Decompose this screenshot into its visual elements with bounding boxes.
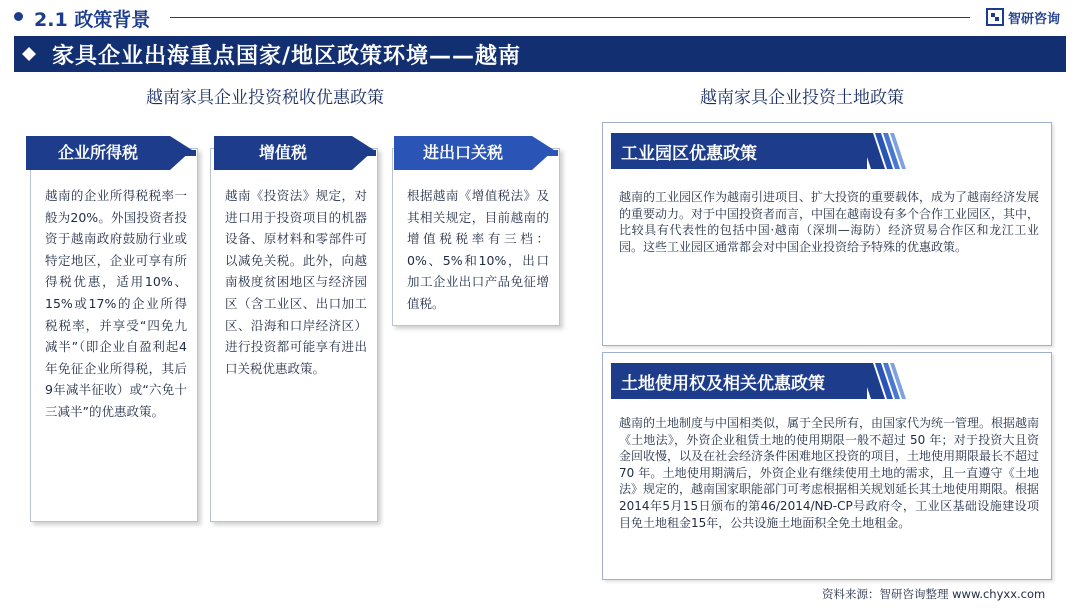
page-title-banner (14, 36, 1066, 72)
brand-logo-icon (986, 8, 1004, 26)
brand-logo (986, 6, 1060, 28)
policy-panel-land-use-rights (602, 352, 1052, 580)
card-tab-customs-duty: 进出口关税 (394, 136, 532, 170)
section-heading: 2.1 政策背景 (34, 9, 151, 31)
source-footnote: 资料来源：智研咨询整理 www.chyxx.com (822, 587, 1046, 601)
card-tab-corporate-income-tax: 企业所得税 (26, 136, 170, 170)
tab-underline (170, 150, 196, 156)
tab-underline (532, 150, 558, 156)
stripe-decoration (859, 133, 911, 169)
page-title: 家具企业出海重点国家/地区政策环境——越南 (52, 44, 522, 69)
stripe-decoration (859, 363, 911, 399)
header-divider (170, 17, 970, 18)
policy-card-vat (210, 148, 378, 522)
policy-panel-industrial-park (602, 122, 1052, 346)
land-policy-section-title: 越南家具企业投资土地政策 (700, 88, 904, 108)
policy-card-customs-duty (392, 148, 560, 326)
top-header (0, 0, 1080, 34)
panel-text: 越南的工业园区作为越南引进项目、扩大投资的重要载体，成为了越南经济发展的重要动力。对于中国投资者而言，中国在越南设有多个合作工业园区，其中，比较具有代表性的包括中国·越南（深圳—海防）经济贸易合作区和龙江工业园。这些工业园区通常都会对中国企业投资给予特殊的优惠政策。 (619, 190, 1040, 254)
panel-title: 工业园区优惠政策 (621, 144, 757, 164)
policy-card-text: 越南的企业所得税税率一般为20%。外国投资者投资于越南政府鼓励行业或特定地区，企业可享有所得税优惠，适用10%、15%或17%的企业所得税税率，并享受“四免九减半”（即企业自盈利起4年免征企业所得税，其后9年减半征收）或“六免十三减半”的优惠政策。 (45, 188, 187, 419)
policy-card-text: 根据越南《增值税法》及其相关规定，目前越南的增值税税率有三档：0%、5%和10%，出口加工企业出口产品免征增值税。 (407, 188, 549, 311)
tab-underline (352, 150, 376, 156)
panel-title: 土地使用权及相关优惠政策 (621, 374, 825, 394)
card-tab-vat: 增值税 (214, 136, 352, 170)
policy-card-corporate-income-tax (30, 148, 198, 522)
panel-text: 越南的土地制度与中国相类似，属于全民所有，由国家代为统一管理。根据越南《土地法》，外资企业租赁土地的使用期限一般不超过 50 年；对于投资大且资金回收慢，以及在社会经济条件困难地区投资的项目，土地使用期限最长不超过 70 年。土地使用期满后，外资企业有继续使用土地的需求，且一直遵守《土地法》规定的，越南国家职能部门可考虑根据相关规划延长其土地使用期限。根据2014年5月15日颁布的第46/2014/NĐ-CP号政府令，工业区基础设施建设项目免土地租金15年，公共设施土地面积全免土地租金。 (619, 416, 1040, 530)
tax-policy-section-title: 越南家具企业投资税收优惠政策 (146, 88, 384, 108)
diamond-icon (22, 47, 36, 61)
policy-card-text: 越南《投资法》规定，对进口用于投资项目的机器设备、原材料和零部件可以减免关税。此外，向越南极度贫困地区与经济园区（含工业区、出口加工区、沿海和口岸经济区）进行投资都可能享有进出口关税优惠政策。 (225, 188, 367, 376)
bullet-dot-icon (14, 12, 23, 21)
brand-logo-text: 智研咨询 (1008, 11, 1061, 27)
